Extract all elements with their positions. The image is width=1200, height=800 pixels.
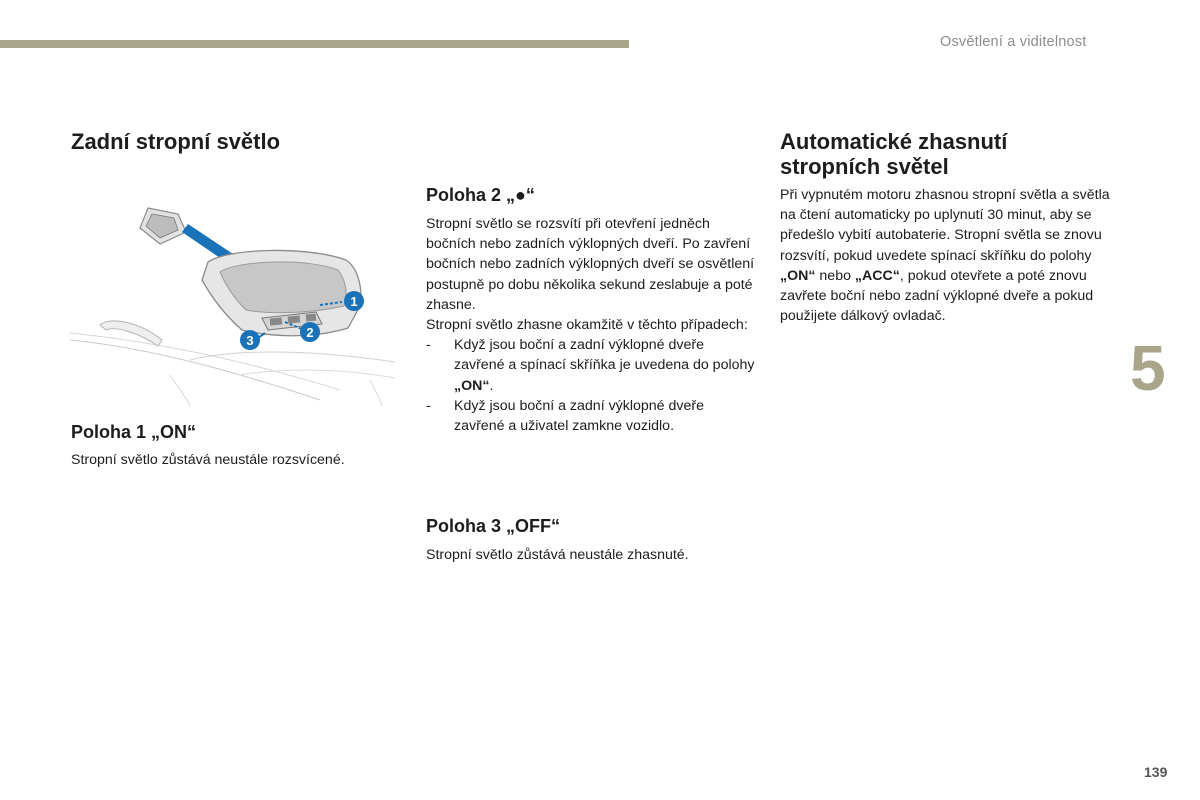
callout-1 — [344, 291, 364, 311]
position-2-intro: Stropní světlo se rozsvítí při otevření jedněch bočních nebo zadních výklopných dveří. Po zavření bočních nebo zadních výklopných dveří se osvětlení postupně po dobu několika sekund zeslabuje a poté zhasne. — [426, 216, 755, 313]
position-3-title: Poloha 3 „OFF“ — [426, 516, 561, 536]
section-header: Osvětlení a viditelnost — [940, 34, 1087, 50]
auto-off-text: Při vypnutém motoru zhasnou stropní světla a světla na čtení automaticky po uplynutí 30 minut, aby se předešlo vybití autobaterie. Stropní světla se znovu rozsvítí, pokud uvedete spínací skříňku do polohy „ON“ nebo „ACC“, pokud otevřete a poté znovu zavřete boční nebo zadní výklopné dveře a pokud použijete dálkový ovladač. — [780, 187, 1110, 325]
list-item: - Když jsou boční a zadní výklopné dveře zavřené a uživatel zamkne vozidlo. — [426, 397, 705, 435]
position-2-title: Poloha 2 „●“ — [426, 185, 535, 205]
rear-light-illustration — [70, 190, 400, 406]
position-2-body — [426, 214, 756, 436]
header-rule — [0, 40, 629, 48]
svg-text:2: 2 — [306, 325, 314, 340]
svg-text:3: 3 — [246, 333, 254, 348]
svg-text:1: 1 — [350, 294, 358, 309]
rear-light-title: Zadní stropní světlo — [71, 129, 281, 154]
list-item: - Když jsou boční a zadní výklopné dveře zavřené a spínací skříňka je uvedena do polohy „ON“. — [426, 337, 755, 394]
position-2-cases-intro: Stropní světlo zhasne okamžitě v těchto případech: — [426, 317, 748, 334]
callout-3 — [240, 330, 260, 350]
auto-off-title: Automatické zhasnutí stropních světel — [780, 129, 1008, 179]
page-number: 139 — [1144, 764, 1168, 780]
chapter-number: 5 — [1130, 332, 1166, 404]
callout-2 — [300, 322, 320, 342]
position-1-title: Poloha 1 „ON“ — [71, 422, 197, 442]
position-3-text: Stropní světlo zůstává neustále zhasnuté. — [426, 547, 689, 563]
position-1-text: Stropní světlo zůstává neustále rozsvícené. — [71, 452, 345, 468]
position-2-cases-list — [426, 335, 756, 436]
